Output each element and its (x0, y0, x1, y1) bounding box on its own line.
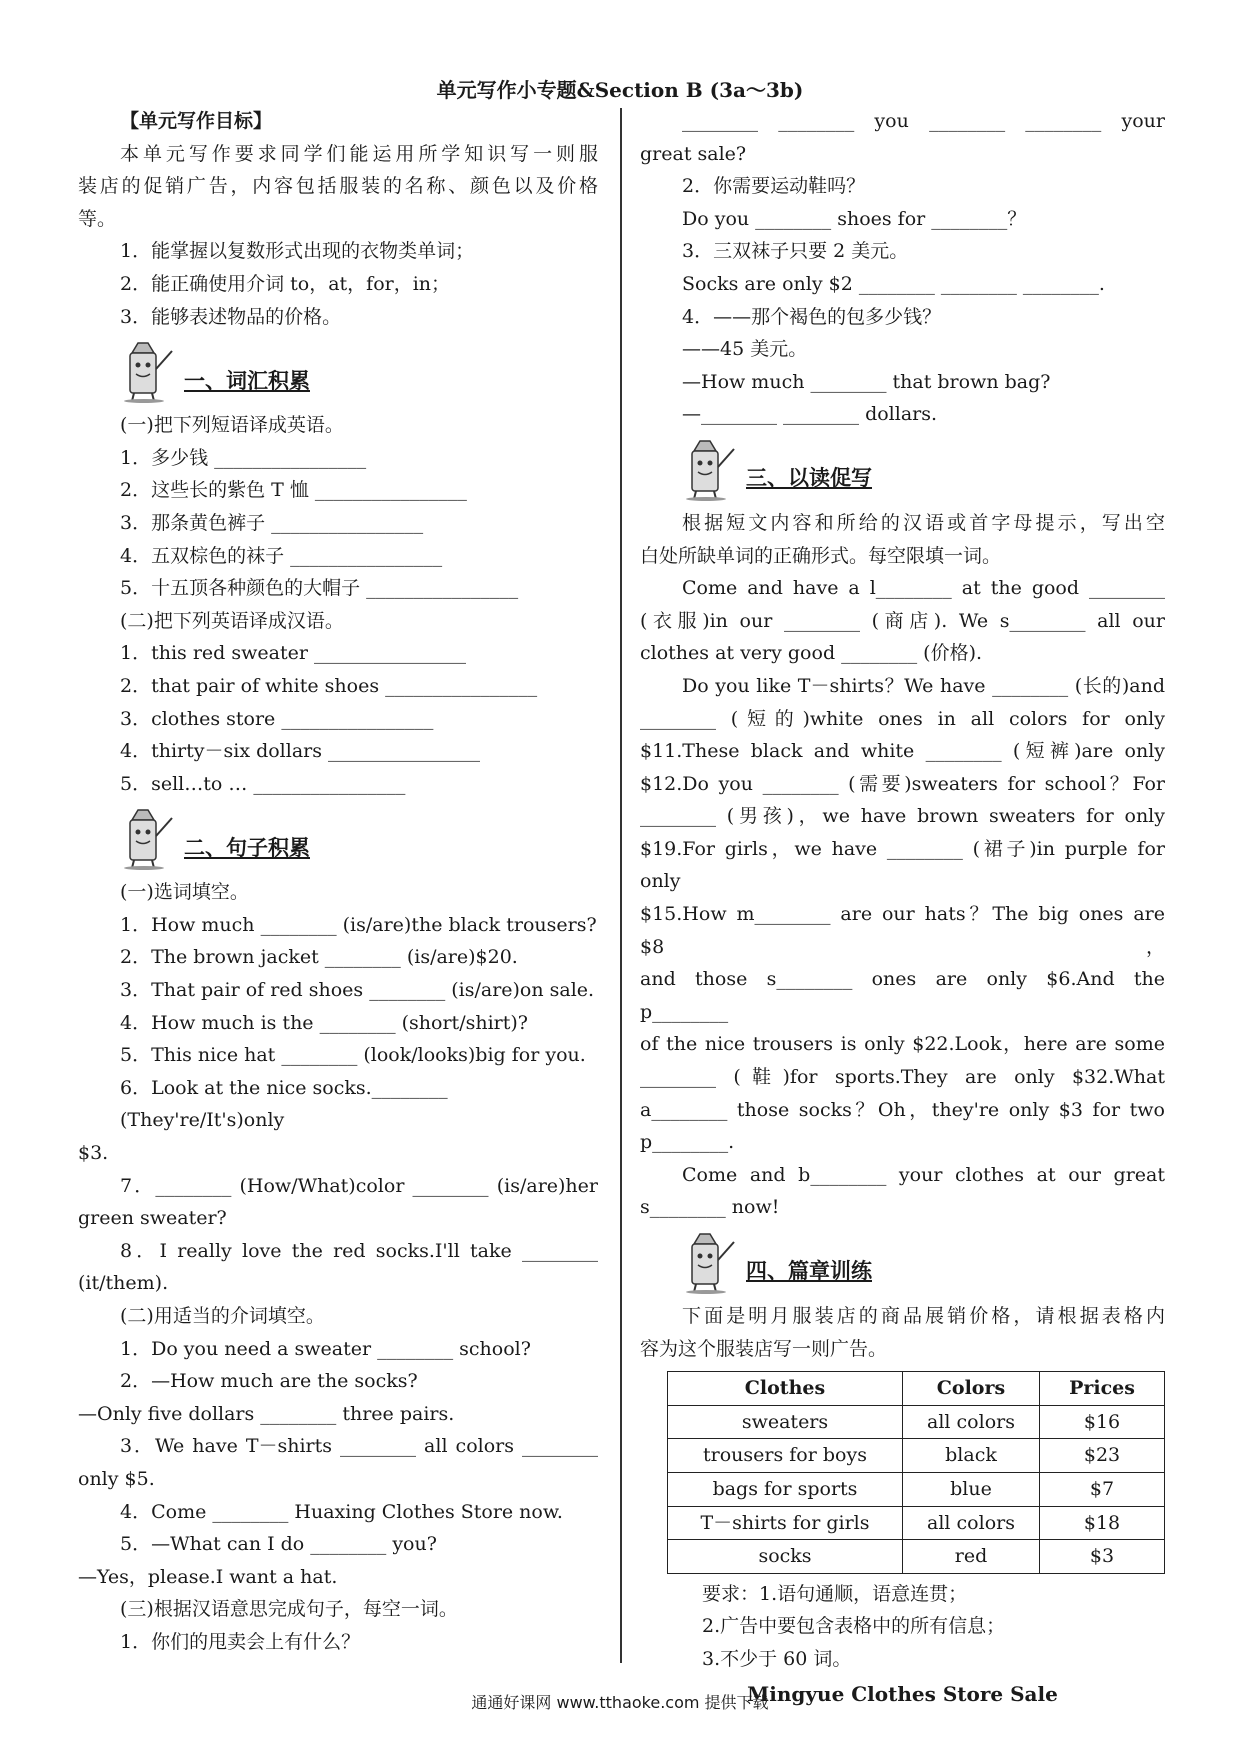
passage-line: of the nice trousers is only $22.Look，here are some (640, 1033, 1165, 1056)
exercise-item-continued: —Yes，please.I want a hat. (78, 1565, 338, 1588)
exercise-item: 8．I really love the red socks.I'll take ________ (120, 1239, 598, 1262)
exercise-item: 1．多少钱 ________________ (120, 446, 367, 469)
pencil-mascot-icon (680, 1230, 738, 1294)
exercise-item-continued: great sale? (640, 142, 747, 165)
table-cell: $23 (1040, 1439, 1165, 1473)
exercise-item: 4．thirty－six dollars ________________ (120, 740, 481, 763)
exercise-item: 3．That pair of red shoes ________ (is/are)on sale. (120, 979, 595, 1002)
section-title: 一、词汇积累 (184, 367, 310, 393)
table-cell: bags for sports (668, 1472, 903, 1506)
table-header-row (668, 1372, 1165, 1406)
instruction-text: 白处所缺单词的正确形式。每空限填一词。 (640, 544, 1002, 567)
section-title: 四、篇章训练 (746, 1258, 872, 1284)
section-read-to-write (680, 435, 1165, 501)
table-cell: $7 (1040, 1472, 1165, 1506)
exercise-item: —________ ________ dollars. (682, 403, 938, 426)
passage-line: Come and b________ your clothes at our great (682, 1163, 1165, 1186)
exercise-item: 3．clothes store ________________ (120, 707, 434, 730)
exercise-item: 3．那条黄色裤子 ________________ (120, 511, 424, 534)
table-cell: blue (903, 1472, 1040, 1506)
section-sentences (118, 804, 598, 870)
requirement: 要求：1.语句通顺，语意连贯； (702, 1582, 968, 1605)
goal-item: 2．能正确使用介词 to，at，for，in； (120, 272, 451, 295)
exercise-item: 6．Look at the nice socks.________ (They're/It's)only (120, 1076, 454, 1132)
passage-line: Do you like T－shirts？We have ________ (长的)and (682, 674, 1165, 697)
exercise-item-continued: ________ ________ you ________ ________ your (682, 110, 1165, 132)
passage-line: p________. (640, 1131, 735, 1154)
section-writing (680, 1228, 1165, 1294)
passage-line: ________ (短的)white ones in all colors for only (640, 707, 1165, 730)
exercise-item-continued: green sweater? (78, 1207, 227, 1230)
exercise-item-continued: —Only five dollars ________ three pairs. (78, 1402, 455, 1425)
exercise-item: 1．你们的甩卖会上有什么？ (120, 1630, 361, 1653)
section-vocabulary (118, 337, 598, 403)
passage-line: a________ those socks？Oh，they're only $3 for two (640, 1098, 1165, 1121)
exercise-item-continued: (it/them). (78, 1272, 169, 1295)
exercise-item: 5．sell…to … ________________ (120, 772, 406, 795)
exercise-item: 4．How much is the ________ (short/shirt)? (120, 1011, 528, 1034)
column-divider (620, 108, 622, 1663)
table-cell: trousers for boys (668, 1439, 903, 1473)
exercise-item: 3．We have T－shirts ________ all colors ________ (120, 1435, 598, 1458)
passage-line: clothes at very good ________ (价格). (640, 642, 983, 665)
passage-line: ________ (鞋)for sports.They are only $32.What (640, 1066, 1165, 1089)
table-cell: $16 (1040, 1405, 1165, 1439)
exercise-item: 2．that pair of white shoes ________________ (120, 674, 538, 697)
page-footer: 通通好课网 www.tthaoke.com 提供下载 (471, 1693, 769, 1712)
table-row (668, 1540, 1165, 1574)
exercise-item: Socks are only $2 ________ ________ ________. (682, 272, 1105, 295)
table-cell: $3 (1040, 1540, 1165, 1574)
table-header: Colors (903, 1372, 1040, 1406)
exercise-item: 2．这些长的紫色 T 恤 ________________ (120, 479, 467, 502)
exercise-item: 2．The brown jacket ________ (is/are)$20. (120, 946, 518, 969)
exercise-item: 5．This nice hat ________ (look/looks)big for you. (120, 1044, 586, 1067)
page-header: 单元写作小专题&Section B (3a～3b) (436, 78, 804, 102)
goal-item: 1．能掌握以复数形式出现的衣物类单词； (120, 240, 475, 263)
price-table (667, 1371, 1165, 1574)
instruction-text: 容为这个服装店写一则广告。 (640, 1337, 888, 1360)
exercise-item: 4．五双棕色的袜子 ________________ (120, 544, 443, 567)
passage-line: and those s________ ones are only $6.And the p________ (640, 968, 1172, 1023)
exercise-item-continued: only $5. (78, 1467, 155, 1490)
exercise-item: 1．How much ________ (is/are)the black trousers? (120, 913, 597, 936)
exercise-item: 2．你需要运动鞋吗？ (682, 175, 866, 198)
requirement: 3.不少于 60 词。 (702, 1647, 852, 1670)
goal-text-2: 装店的促销广告，内容包括服装的名称、颜色以及价格 (78, 175, 598, 198)
table-cell: red (903, 1540, 1040, 1574)
instruction-text: 根据短文内容和所给的汉语或首字母提示，写出空 (682, 511, 1165, 534)
goal-text-3: 等。 (78, 207, 117, 230)
passage-line: (衣服)in our ________ (商店). We s________ all our (640, 609, 1165, 632)
table-row (668, 1405, 1165, 1439)
exercise-item: 4．——那个褐色的包多少钱？ (682, 305, 942, 328)
exercise-item: 1．Do you need a sweater ________ school? (120, 1337, 531, 1360)
pencil-mascot-icon (680, 437, 738, 501)
section-title: 三、以读促写 (746, 465, 872, 491)
passage-line: $15.How m________ are our hats？The big ones are $8， (640, 903, 1172, 958)
table-cell: all colors (903, 1506, 1040, 1540)
exercise-item: 2．—How much are the socks? (120, 1370, 418, 1393)
table-cell: all colors (903, 1405, 1040, 1439)
passage-line: s________ now! (640, 1196, 780, 1219)
passage-line: $12.Do you ________ (需要)sweaters for school？For (640, 772, 1165, 795)
part-heading: (二)把下列英语译成汉语。 (120, 609, 344, 632)
exercise-item: Do you ________ shoes for ________？ (682, 207, 1027, 230)
goal-item: 3．能够表述物品的价格。 (120, 305, 342, 328)
exercise-item: 5．十五顶各种颜色的大帽子 ________________ (120, 577, 519, 600)
pencil-mascot-icon (118, 806, 176, 870)
part-heading: (一)选词填空。 (120, 881, 249, 904)
table-cell: black (903, 1439, 1040, 1473)
passage-line: $19.For girls，we have ________ (裙子)in purple for only (640, 837, 1172, 893)
table-row (668, 1472, 1165, 1506)
table-cell: socks (668, 1540, 903, 1574)
exercise-item-continued: $3. (78, 1142, 109, 1165)
table-row (668, 1439, 1165, 1473)
instruction-text: 下面是明月服装店的商品展销价格，请根据表格内 (682, 1305, 1165, 1327)
requirement: 2.广告中要包含表格中的所有信息； (702, 1615, 1006, 1638)
pencil-mascot-icon (118, 339, 176, 403)
goal-text-1: 本单元写作要求同学们能运用所学知识写一则服 (120, 142, 598, 165)
part-heading: (三)根据汉语意思完成句子，每空一词。 (120, 1598, 458, 1621)
right-column (640, 105, 1172, 1710)
passage-line: $11.These black and white ________ (短裤)are only (640, 740, 1165, 763)
exercise-item: 7．________ (How/What)color ________ (is/are)her (120, 1174, 598, 1197)
part-heading: (二)用适当的介词填空。 (120, 1305, 325, 1327)
part-heading: (一)把下列短语译成英语。 (120, 414, 344, 437)
exercise-item: 4．Come ________ Huaxing Clothes Store now. (120, 1500, 563, 1523)
table-cell: T－shirts for girls (668, 1506, 903, 1540)
table-cell: sweaters (668, 1405, 903, 1439)
exercise-item: 5．—What can I do ________ you? (120, 1533, 437, 1556)
exercise-item: 3．三双袜子只要 2 美元。 (682, 240, 909, 263)
table-header: Prices (1040, 1372, 1165, 1406)
exercise-item: —How much ________ that brown bag? (682, 370, 1051, 393)
goal-heading: 【单元写作目标】 (120, 110, 273, 132)
exercise-item: ——45 美元。 (682, 338, 808, 361)
store-sale-title: Mingyue Clothes Store Sale (747, 1681, 1058, 1706)
section-title: 二、句子积累 (184, 834, 310, 860)
left-column (78, 105, 598, 1659)
exercise-item: 1．this red sweater ________________ (120, 642, 466, 665)
passage-line: Come and have a l________ at the good ________ (682, 577, 1165, 600)
passage-line: ________ (男孩)，we have brown sweaters for only (640, 805, 1165, 828)
table-cell: $18 (1040, 1506, 1165, 1540)
table-row (668, 1506, 1165, 1540)
table-header: Clothes (668, 1372, 903, 1406)
